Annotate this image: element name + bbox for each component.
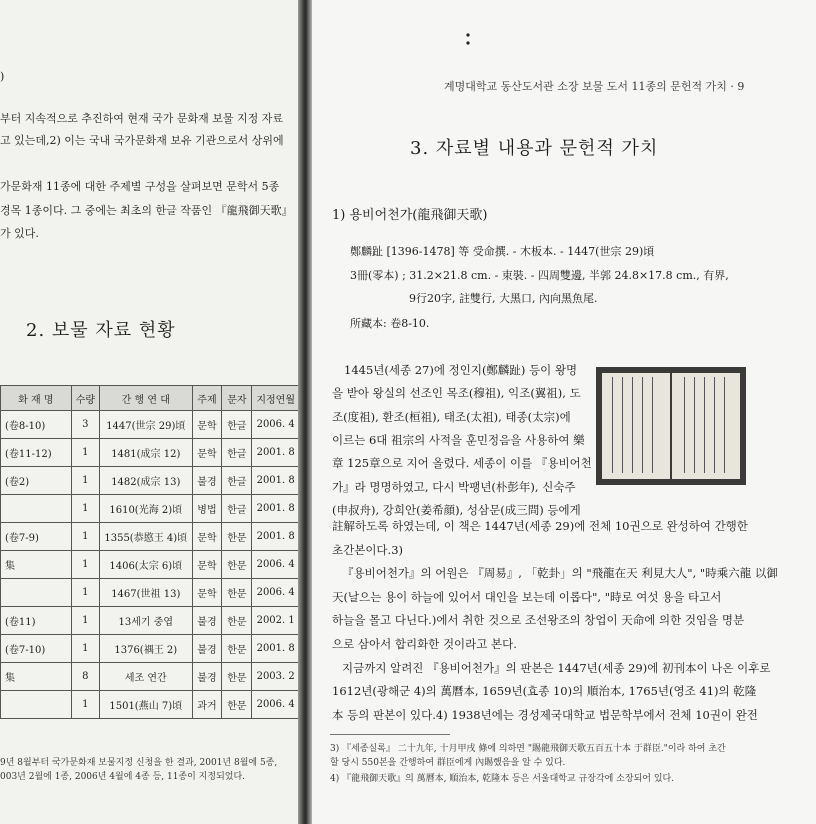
table-cell: 1: [71, 495, 99, 523]
bibliography-line: 所藏本: 卷8-10.: [350, 317, 430, 330]
footnote-line: 003년 2월에 1종, 2006년 4월에 4종 등, 11종이 지정되었다.: [0, 772, 246, 782]
table-cell: 2006. 4: [252, 411, 300, 439]
table-cell: 2001. 8: [252, 439, 300, 467]
table-cell: 한문: [222, 607, 252, 635]
table-cell: 한문: [222, 663, 252, 691]
table-row: [1, 579, 300, 607]
body-line: 조(度祖), 환조(桓祖), 태조(太祖), 태종(太宗)에: [332, 409, 571, 424]
treasure-table: [0, 385, 300, 719]
table-cell: 1: [71, 635, 99, 663]
footnote-line: 4) 『龍飛御天歌』의 萬曆本, 順治本, 乾隆本 등은 서울대학교 규장각에 소장되어 있다.: [330, 774, 675, 784]
running-header: 계명대학교 동산도서관 소장 보물 도서 11종의 문헌적 가치 · 9: [444, 80, 745, 93]
table-cell: 한문: [222, 523, 252, 551]
table-cell: (卷8-10): [1, 411, 72, 439]
table-cell: 병법: [192, 495, 222, 523]
table-cell: 2001. 8: [252, 523, 300, 551]
table-cell: 2006. 4: [252, 551, 300, 579]
paragraph-line: 가문화재 11종에 대한 주제별 구성을 살펴보면 문학서 5종: [0, 180, 280, 193]
table-cell: 2001. 8: [252, 467, 300, 495]
col-header-designated: 지정연월: [252, 386, 300, 411]
table-cell: 한문: [222, 635, 252, 663]
table-row: [1, 467, 300, 495]
table-cell: (卷11-12): [1, 439, 72, 467]
table-cell: 集: [1, 551, 72, 579]
table-cell: 불경: [192, 663, 222, 691]
bibliography-line: 3冊(零本) ; 31.2×21.8 cm. - 束裝. - 四周雙邊, 半郭 24.8×17.8 cm., 有界,: [350, 269, 729, 282]
right-page: [312, 0, 816, 824]
section-heading: 3. 자료별 내용과 문헌적 가치: [410, 138, 659, 159]
table-cell: [1, 579, 72, 607]
bibliography-line: 9行20字, 註雙行, 大黑口, 內向黑魚尾.: [409, 292, 598, 305]
table-cell: 2003. 2: [252, 663, 300, 691]
body-line: (申叔舟), 강희안(姜希顔), 성삼문(成三問) 등에게: [332, 502, 581, 517]
paragraph-line: 가 있다.: [0, 227, 39, 240]
body-line: 『용비어천가』의 어원은 『周易』, 「乾卦」의 "飛龍在天 利見大人", "時乘六龍 以御: [342, 566, 778, 581]
table-cell: 1481(成宗 12): [100, 439, 193, 467]
table-cell: 1: [71, 439, 99, 467]
table-cell: 1: [71, 579, 99, 607]
table-cell: 불경: [192, 467, 222, 495]
col-header-name: 화 재 명: [1, 386, 72, 411]
table-cell: 한글: [222, 495, 252, 523]
table-cell: 13세기 중엽: [100, 607, 193, 635]
table-cell: 1: [71, 691, 99, 719]
table-cell: (卷7-10): [1, 635, 72, 663]
table-cell: 과거: [192, 691, 222, 719]
table-row: [1, 495, 300, 523]
paragraph-line: ): [0, 70, 5, 83]
bibliography-line: 鄭麟趾 [1396-1478] 等 受命撰. - 木板本. - 1447(世宗 29)頃: [350, 245, 655, 258]
table-cell: 문학: [192, 411, 222, 439]
table-header-row: [1, 386, 300, 411]
table-cell: 1: [71, 551, 99, 579]
table-cell: 2006. 4: [252, 691, 300, 719]
table-row: [1, 439, 300, 467]
footnote-rule: [330, 734, 450, 735]
table-cell: 한문: [222, 691, 252, 719]
table-cell: 1: [71, 607, 99, 635]
table-cell: (卷7-9): [1, 523, 72, 551]
paragraph-line: 경목 1종이다. 그 중에는 최초의 한글 작품인 『龍飛御天歌』: [0, 204, 293, 217]
table-cell: 2001. 8: [252, 495, 300, 523]
col-header-subject: 주제: [192, 386, 222, 411]
table-cell: 세조 연간: [100, 663, 193, 691]
footnote-line: 9년 8월부터 국가문화재 보물지정 신청을 한 결과, 2001년 8월에 5종,: [0, 758, 278, 768]
body-line: 本 등의 판본이 있다.4) 1938년에는 경성제국대학교 법문학부에서 전체 10권이 완전: [332, 707, 758, 722]
body-line: 초간본이다.3): [332, 542, 404, 557]
table-cell: 1467(世祖 13): [100, 579, 193, 607]
table-cell: 3: [71, 411, 99, 439]
body-line: 章 125章으로 지어 올렸다. 세종이 이를 『용비어천: [332, 456, 592, 471]
table-cell: 1610(光海 2)頃: [100, 495, 193, 523]
table-cell: 2001. 8: [252, 635, 300, 663]
table-cell: [1, 691, 72, 719]
table-cell: 문학: [192, 551, 222, 579]
table-body: [1, 411, 300, 719]
table-row: [1, 411, 300, 439]
table-row: [1, 551, 300, 579]
body-line: 하늘을 몰고 다닌다.)에서 취한 것으로 조선왕조의 창업이 天命에 의한 것임을 명분: [332, 613, 745, 628]
table-row: [1, 635, 300, 663]
table-cell: 2002. 1: [252, 607, 300, 635]
table-cell: 2006. 4: [252, 579, 300, 607]
table-cell: 한글: [222, 439, 252, 467]
body-line: 지금까지 알려진 『용비어천가』의 판본은 1447년(세종 29)에 初刊本이 나온 이후로: [342, 660, 771, 675]
table-cell: (卷11): [1, 607, 72, 635]
table-cell: 한문: [222, 579, 252, 607]
body-line: 註解하도록 하였는데, 이 책은 1447년(세종 29)에 전체 10권으로 완성하여 간행한: [332, 519, 748, 533]
decorative-dots: [466, 32, 470, 46]
body-line: 1445년(세종 27)에 정인지(鄭麟趾) 등이 왕명: [344, 363, 578, 377]
table-cell: 불경: [192, 607, 222, 635]
body-line: 1612년(광해군 4)의 萬曆本, 1659년(효종 10)의 順治本, 1765년(영조 41)의 乾隆: [332, 684, 757, 699]
table-cell: 1: [71, 523, 99, 551]
table-cell: (卷2): [1, 467, 72, 495]
footnote-line: 할 당시 550본을 간행하여 群臣에게 內賜했음을 알 수 있다.: [330, 758, 566, 768]
table-cell: 불경: [192, 635, 222, 663]
table-cell: 한글: [222, 467, 252, 495]
table-cell: 문학: [192, 439, 222, 467]
table-row: [1, 691, 300, 719]
table-cell: 1447(世宗 29)頃: [100, 411, 193, 439]
table-cell: 8: [71, 663, 99, 691]
table-cell: 1355(恭愍王 4)頃: [100, 523, 193, 551]
table-row: [1, 607, 300, 635]
col-header-qty: 수량: [71, 386, 99, 411]
book-gutter: [298, 0, 312, 824]
subsection-heading: 1) 용비어천가(龍飛御天歌): [332, 208, 488, 223]
book-photo: [596, 367, 746, 485]
paragraph-line: 고 있는데,2) 이는 국내 국가문화재 보유 기관으로서 상위에: [0, 134, 284, 147]
col-header-script: 문자: [222, 386, 252, 411]
section-heading: 2. 보물 자료 현황: [26, 320, 176, 341]
table-row: [1, 523, 300, 551]
table-cell: 1501(燕山 7)頃: [100, 691, 193, 719]
body-line: 가』라 명명하였고, 다시 박팽년(朴彭年), 신숙주: [332, 479, 576, 494]
table-cell: 1482(成宗 13): [100, 467, 193, 495]
table-cell: 1406(太宗 6)頃: [100, 551, 193, 579]
table-cell: 한글: [222, 411, 252, 439]
table-cell: 문학: [192, 579, 222, 607]
table-cell: 문학: [192, 523, 222, 551]
table-row: [1, 663, 300, 691]
table-cell: 1: [71, 467, 99, 495]
table-cell: [1, 495, 72, 523]
body-line: 이르는 6대 祖宗의 사적을 훈민정음을 사용하여 樂: [332, 432, 585, 447]
table-cell: 1376(禑王 2): [100, 635, 193, 663]
body-line: 을 받아 왕실의 선조인 목조(穆祖), 익조(翼祖), 도: [332, 386, 581, 401]
footnote-line: 3) 『세종실록』 二十九年, 十月甲戌 條에 의하면 "賜龍飛御天歌五百五十本 于群臣."이라 하여 초간: [330, 744, 726, 754]
table-cell: 集: [1, 663, 72, 691]
paragraph-line: 부터 지속적으로 추진하여 현재 국가 문화재 보물 지정 자료: [0, 112, 283, 125]
table-cell: 한문: [222, 551, 252, 579]
body-line: 天(날으는 용이 하늘에 있어서 대인을 보는데 이롭다", "時로 여섯 용을 타고서: [332, 589, 722, 604]
body-line: 으로 삼아서 합리화한 것이라고 본다.: [332, 637, 517, 651]
left-page: [0, 0, 300, 824]
col-header-date: 간 행 연 대: [100, 386, 193, 411]
